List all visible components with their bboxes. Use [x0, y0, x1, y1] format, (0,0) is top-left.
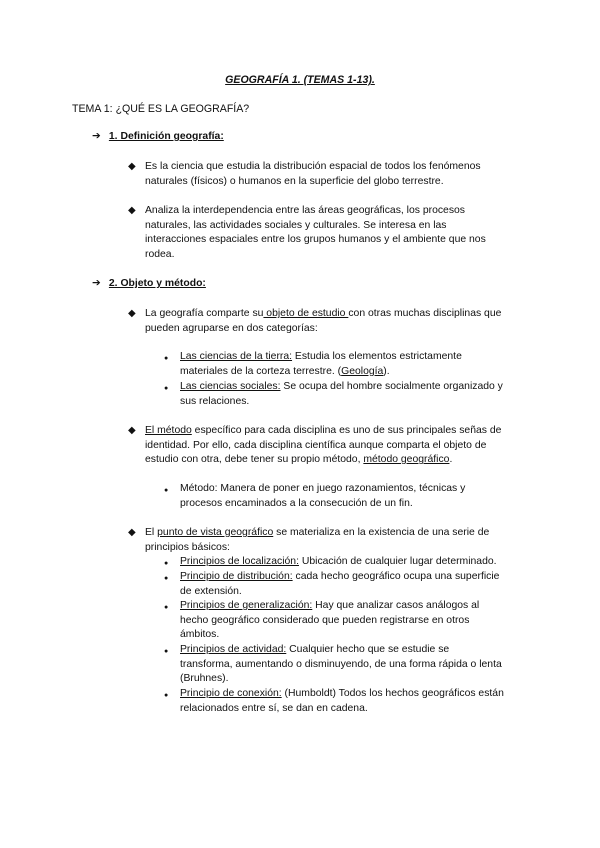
term-punto-de-vista: punto de vista geográfico [157, 527, 274, 538]
section-1-bullet-1 [145, 160, 481, 189]
text-line [180, 643, 502, 658]
arrow-right-icon: ➔ [92, 131, 101, 142]
text-span: Ubicación de cualquier lugar determinado. [298, 556, 497, 567]
principle-term: Principio de distribución: [180, 571, 293, 582]
principle-term: Principios de localización: [180, 556, 299, 567]
principle-localizacion [180, 555, 497, 570]
diamond-bullet-icon: ◆ [128, 308, 136, 319]
text-line [180, 687, 504, 702]
diamond-bullet-icon: ◆ [128, 161, 136, 172]
text-span: (Humboldt) Todos los hechos geográficos están [281, 688, 504, 699]
text-span: La geografía comparte su [145, 308, 264, 319]
text-line [145, 307, 501, 322]
term-ciencias-tierra: Las ciencias de la tierra: [180, 351, 293, 362]
text-line: relacionados entre sí, se dan en cadena. [180, 702, 368, 714]
principle-term: Principio de conexión: [180, 688, 282, 699]
diamond-bullet-icon: ◆ [128, 205, 136, 216]
principle-actividad [180, 643, 502, 687]
document-title: GEOGRAFÍA 1. (TEMAS 1-13). [225, 74, 375, 86]
text-line: transforma, aumentando o disminuyendo, de una forma rápida o lenta [180, 658, 502, 670]
section-2-heading: 2. Objeto y método: [108, 278, 206, 289]
text-line: sus relaciones. [180, 395, 250, 407]
text-span: específico para cada disciplina es uno de sus principales señas de [191, 425, 502, 436]
text-line [180, 350, 462, 365]
text-span: se materializa en la existencia de una serie de [273, 527, 490, 538]
text-line: Método: Manera de poner en juego razonamientos, técnicas y [180, 483, 466, 494]
objeto-de-estudio-term: objeto de estudio [263, 308, 349, 319]
text-span: con otras muchas disciplinas que [348, 308, 502, 319]
text-line: (Bruhnes). [180, 673, 229, 685]
principle-distribucion [180, 570, 499, 599]
section-1-heading: 1. Definición geografía: [108, 131, 224, 142]
text-line: pueden agruparse en dos categorías: [145, 322, 318, 334]
section-2-bullet-2 [145, 424, 501, 468]
dot-bullet-icon: ● [164, 355, 169, 362]
dot-bullet-icon: ● [164, 692, 169, 699]
subitem-ciencias-tierra [180, 350, 462, 379]
dot-bullet-icon: ● [164, 487, 169, 494]
section-2-heading-row [92, 277, 206, 292]
dot-bullet-icon: ● [164, 560, 169, 567]
text-line: Analiza la interdependencia entre las áreas geográficas, los procesos [145, 205, 465, 216]
principle-term: Principios de actividad: [180, 644, 287, 655]
text-span: cada hecho geográfico ocupa una superficie [292, 571, 500, 582]
text-line: rodea. [145, 248, 175, 260]
text-line [180, 599, 479, 614]
term-el-metodo: El método [145, 425, 192, 436]
text-span: El [145, 527, 155, 538]
text-line [145, 424, 501, 439]
diamond-bullet-icon: ◆ [128, 527, 136, 538]
text-line: procesos encaminados a la consecución de un fin. [180, 497, 413, 509]
dot-bullet-icon: ● [164, 385, 169, 392]
text-line [180, 555, 497, 570]
text-line: principios básicos: [145, 541, 230, 553]
text-span: Hay que analizar casos análogos al [312, 600, 480, 611]
arrow-right-icon: ➔ [92, 278, 101, 289]
term-metodo-geografico: método geográfico [363, 454, 450, 466]
section-2-bullet-1 [145, 307, 501, 336]
dot-bullet-icon: ● [164, 575, 169, 582]
subitem-ciencias-sociales [180, 380, 503, 409]
text-line: hecho geográfico considerado que pueden registrarse en otros [180, 614, 470, 626]
dot-bullet-icon: ● [164, 604, 169, 611]
text-line [145, 526, 489, 541]
diamond-bullet-icon: ◆ [128, 425, 136, 436]
dot-bullet-icon: ● [164, 648, 169, 655]
section-1-heading-row [92, 130, 224, 145]
section-1-bullet-2 [145, 204, 486, 262]
text-span: materiales de la corteza terrestre. ( [180, 365, 342, 377]
text-line: interacciones espaciales entre los grupos humanos y el ambiente que nos [145, 234, 486, 246]
text-line: Es la ciencia que estudia la distribución espacial de todos los fenómenos [145, 161, 481, 172]
text-span: estudio con otra, debe tener su propio método, [145, 454, 361, 466]
text-span: . [449, 454, 453, 466]
text-line: identidad. Por ello, cada disciplina científica aunque comparta el objeto de [145, 439, 487, 451]
principle-term: Principios de generalización: [180, 600, 313, 611]
text-span: Se ocupa del hombre socialmente organizado y [280, 381, 503, 392]
text-line [180, 365, 462, 380]
text-line: naturales, las actividades sociales y culturales. Se interesa en las [145, 219, 447, 231]
term-geologia: Geología [341, 365, 384, 377]
text-line: ámbitos. [180, 629, 220, 641]
text-line: naturales (físicos) o humanos en la superficie del globo terrestre. [145, 175, 444, 187]
text-line: de extensión. [180, 585, 242, 597]
subitem-metodo [180, 482, 465, 511]
text-line [145, 453, 501, 468]
text-span: Cualquier hecho que se estudie se [286, 644, 450, 655]
text-span: Estudia los elementos estrictamente [292, 351, 462, 362]
text-line [180, 380, 503, 395]
principle-generalizacion [180, 599, 479, 643]
text-span: ). [383, 365, 390, 377]
text-line [180, 570, 499, 585]
term-ciencias-sociales: Las ciencias sociales: [180, 381, 281, 392]
tema-heading: TEMA 1: ¿QUÉ ES LA GEOGRAFÍA? [72, 103, 250, 115]
section-2-bullet-3 [145, 526, 489, 555]
principle-conexion [180, 687, 504, 716]
